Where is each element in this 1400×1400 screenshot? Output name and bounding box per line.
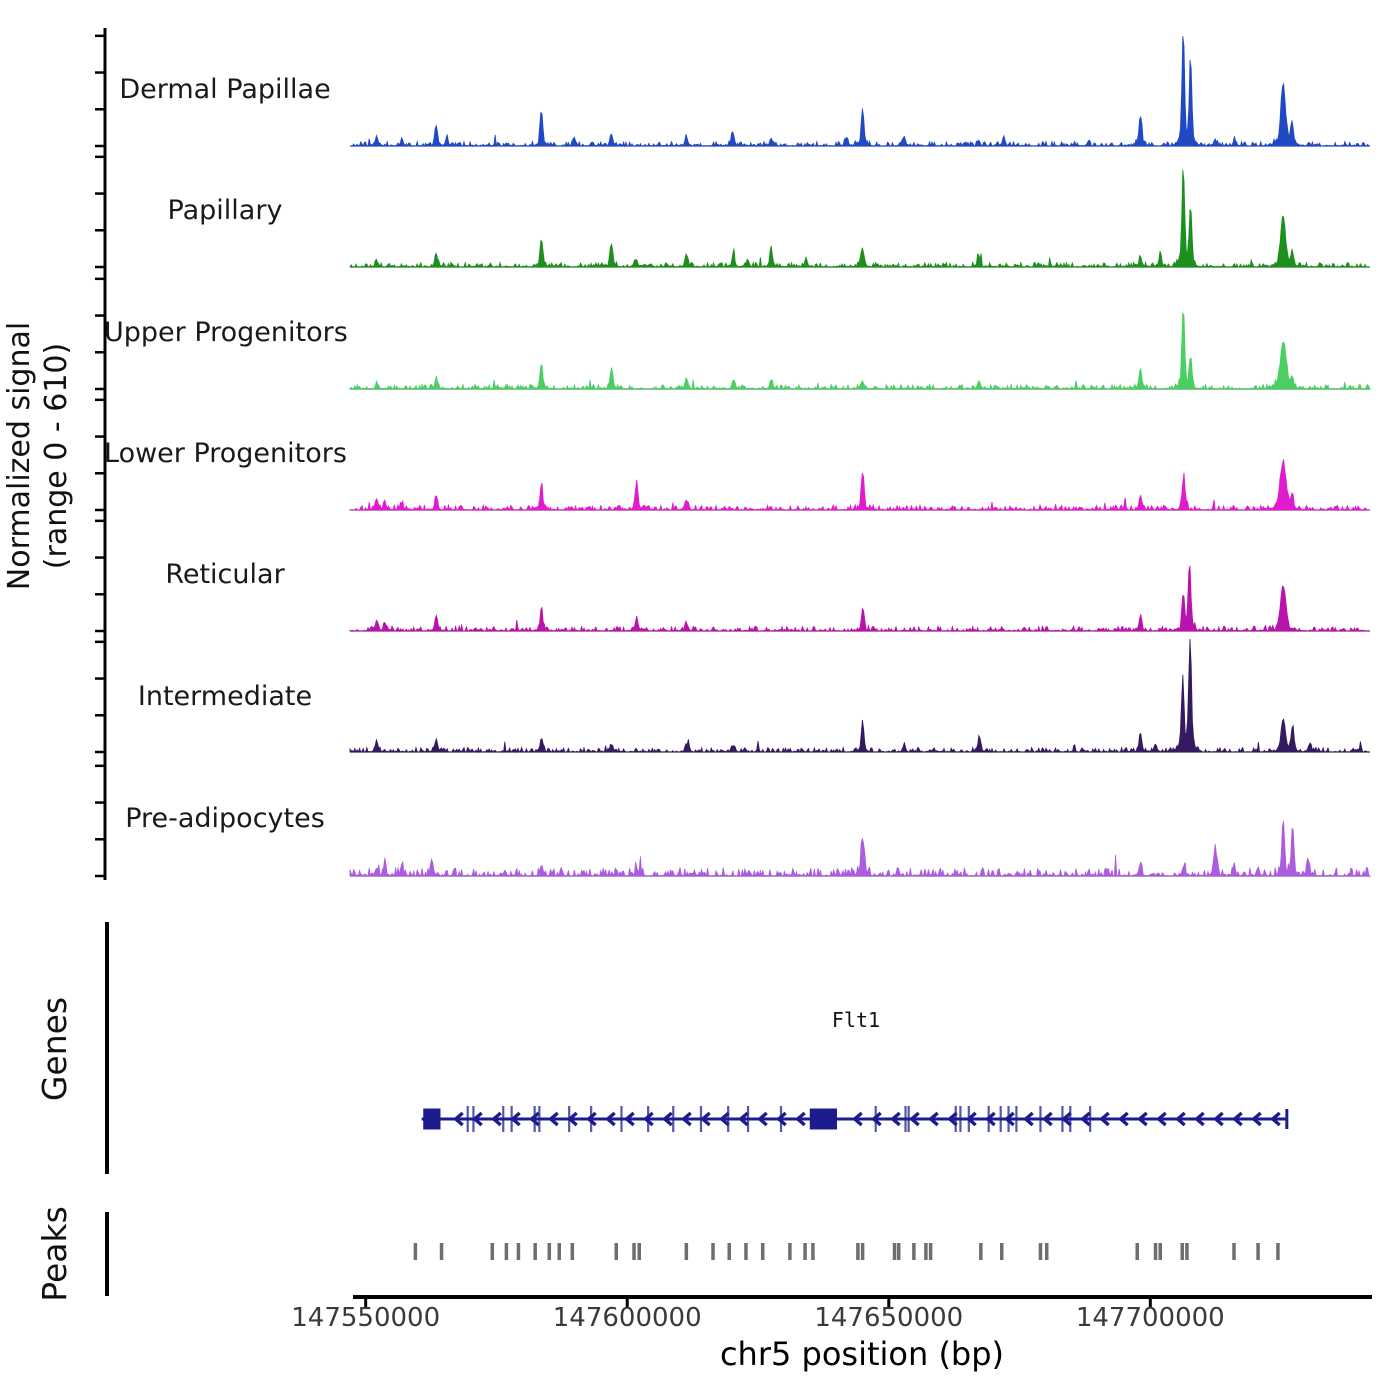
- signal-area-intermediate: [350, 639, 1370, 752]
- peak-mark: [727, 1243, 731, 1260]
- x-tick-label-147600000: 147600000: [552, 1303, 702, 1333]
- peak-mark: [1185, 1243, 1189, 1260]
- signal-area-pre-adipocytes: [350, 821, 1370, 876]
- peak-mark: [897, 1243, 901, 1260]
- peak-mark: [533, 1243, 537, 1260]
- peak-mark: [761, 1243, 765, 1260]
- gene-exon-tick: [1000, 1106, 1002, 1132]
- peak-mark: [1180, 1243, 1184, 1260]
- peak-mark: [924, 1243, 928, 1260]
- gene-exon-tick: [1089, 1106, 1091, 1132]
- peak-mark: [685, 1243, 689, 1260]
- y-axis-label-line2: (range 0 - 610): [39, 342, 74, 570]
- gene-exon-tick: [727, 1106, 729, 1132]
- gene-end-bar: [1285, 1109, 1288, 1129]
- peak-mark: [1232, 1243, 1236, 1260]
- peak-mark: [912, 1243, 916, 1260]
- y-axis-label-line1: Normalized signal: [2, 321, 37, 591]
- peak-mark: [929, 1243, 933, 1260]
- peak-mark: [638, 1243, 642, 1260]
- peak-mark: [788, 1243, 792, 1260]
- peaks-track: [414, 1243, 1280, 1260]
- peak-mark: [1276, 1243, 1280, 1260]
- peak-mark: [979, 1243, 983, 1260]
- peak-mark: [614, 1243, 618, 1260]
- y-axis-label: [1, 274, 79, 638]
- gene-cds-box: [423, 1109, 440, 1130]
- peak-mark: [440, 1243, 444, 1260]
- track-label-intermediate: Intermediate: [137, 681, 313, 712]
- gene-exon-tick: [959, 1106, 961, 1132]
- peak-mark: [1256, 1243, 1260, 1260]
- gene-cds-box: [810, 1109, 837, 1130]
- peak-mark: [632, 1243, 636, 1260]
- peak-mark: [711, 1243, 715, 1260]
- peak-mark: [505, 1243, 509, 1260]
- genes-section-label: Genes: [35, 996, 74, 1102]
- track-label-papillary: Papillary: [167, 195, 283, 226]
- peak-mark: [414, 1243, 418, 1260]
- gene-name-label: Flt1: [831, 1008, 881, 1032]
- signal-area-upper-progenitors: [350, 313, 1370, 389]
- x-tick-label-147650000: 147650000: [814, 1303, 964, 1333]
- gene-exon-tick: [955, 1106, 957, 1132]
- gene-exon-tick: [747, 1106, 749, 1132]
- gene-exon-tick: [502, 1106, 504, 1132]
- gene-track: [422, 1106, 1289, 1132]
- x-tick-label-147700000: 147700000: [1075, 1303, 1225, 1333]
- peak-mark: [811, 1243, 815, 1260]
- track-label-upper-progenitors: Upper Progenitors: [104, 317, 348, 348]
- track-label-pre-adipocytes: Pre-adipocytes: [125, 803, 325, 834]
- gene-exon-tick: [904, 1106, 906, 1132]
- peak-mark: [1039, 1243, 1043, 1260]
- peak-mark: [1154, 1243, 1158, 1260]
- signal-area-dermal-papillae: [350, 36, 1370, 146]
- peak-mark: [893, 1243, 897, 1260]
- signal-area-reticular: [350, 566, 1370, 631]
- peaks-section-label: Peaks: [35, 1206, 74, 1302]
- x-axis-title: chr5 position (bp): [719, 1335, 1005, 1373]
- gene-exon-tick: [1015, 1106, 1017, 1132]
- peak-mark: [1158, 1243, 1162, 1260]
- gene-exon-tick: [672, 1106, 674, 1132]
- track-label-dermal-papillae: Dermal Papillae: [119, 74, 331, 105]
- peak-mark: [744, 1243, 748, 1260]
- peak-mark: [517, 1243, 521, 1260]
- gene-exon-tick: [538, 1106, 540, 1132]
- peak-mark: [1000, 1243, 1004, 1260]
- peak-mark: [1135, 1243, 1139, 1260]
- gene-exon-tick: [1069, 1106, 1071, 1132]
- track-label-reticular: Reticular: [165, 559, 285, 590]
- peak-mark: [856, 1243, 860, 1260]
- peak-mark: [571, 1243, 575, 1260]
- signal-area-lower-progenitors: [350, 459, 1370, 510]
- gene-exon-tick: [1039, 1106, 1041, 1132]
- peak-mark: [557, 1243, 561, 1260]
- x-tick-label-147550000: 147550000: [291, 1303, 441, 1333]
- signal-tracks: [350, 36, 1370, 876]
- peak-mark: [861, 1243, 865, 1260]
- peak-mark: [548, 1243, 552, 1260]
- peak-mark: [491, 1243, 495, 1260]
- peak-mark: [803, 1243, 807, 1260]
- signal-area-papillary: [350, 170, 1370, 267]
- gene-exon-tick: [467, 1106, 469, 1132]
- peak-mark: [1045, 1243, 1049, 1260]
- track-label-lower-progenitors: Lower Progenitors: [104, 438, 347, 469]
- gene-exon-tick: [620, 1106, 622, 1132]
